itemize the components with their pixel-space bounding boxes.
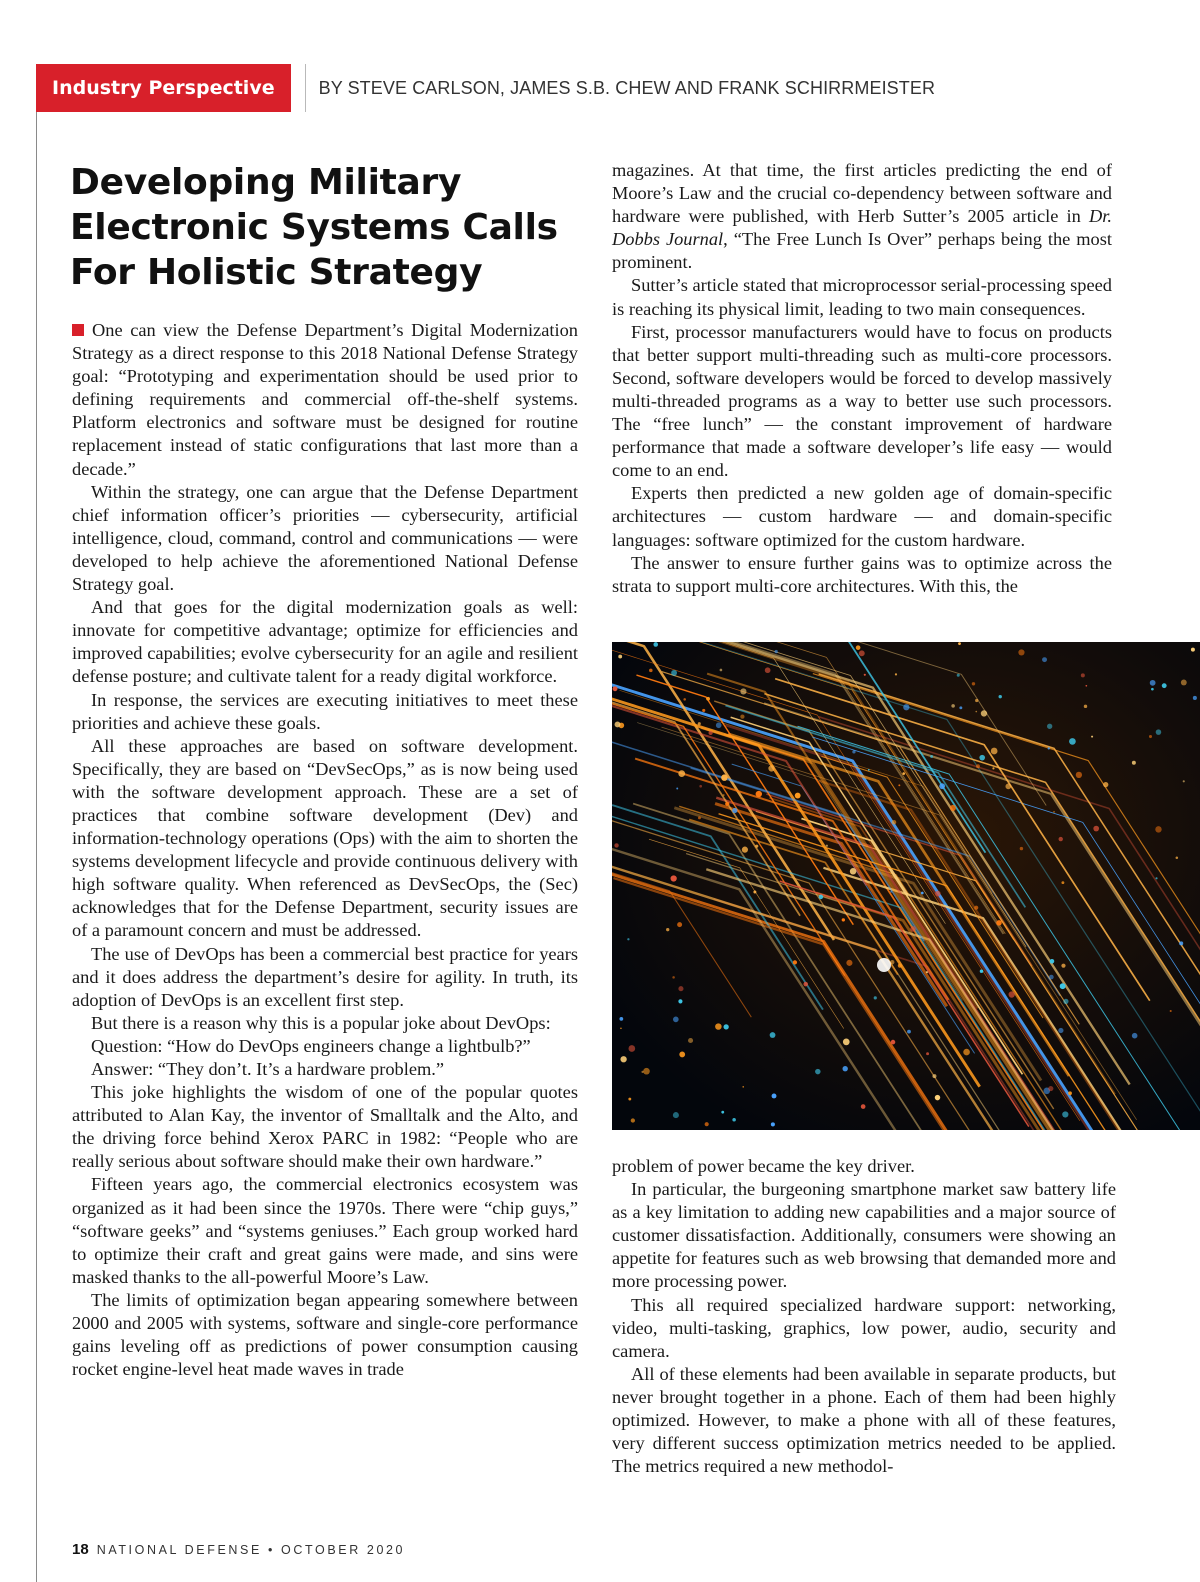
paragraph: This joke highlights the wisdom of one of the popular quotes attributed to Alan Kay, the inventor of Smalltalk and the Alto, and the driving force behind Xerox PARC in 1982: “People who are really serious about software should make their own hardware.” bbox=[72, 1082, 578, 1172]
light-dot bbox=[1149, 735, 1152, 738]
body-column-right-bottom bbox=[612, 1155, 1116, 1478]
article-title: Developing Military Electronic Systems Calls For Holistic Strategy bbox=[70, 162, 558, 293]
light-dot bbox=[643, 1068, 650, 1075]
light-dot bbox=[698, 816, 701, 819]
light-dot bbox=[974, 906, 978, 910]
light-dot bbox=[765, 667, 771, 673]
light-dot bbox=[895, 673, 897, 675]
light-dot bbox=[826, 845, 828, 847]
paragraph: Within the strategy, one can argue that the Defense Department chief information officer’s priorities — cybersecurity, artificial intelligence, cloud, command, control and communications — were developed to help achieve the aforementioned National Defense Strategy goal. bbox=[72, 481, 578, 595]
paragraph: Experts then predicted a new golden age of domain-specific architectures — custom hardware — and domain-specific languages: software optimized for the custom hardware. bbox=[612, 483, 1112, 550]
page-number: 18 bbox=[72, 1541, 89, 1558]
paragraph: problem of power became the key driver. bbox=[612, 1156, 915, 1176]
paragraph: The answer to ensure further gains was to optimize across the strata to support multi-core architectures. With this, the bbox=[612, 552, 1112, 596]
light-dot bbox=[992, 767, 994, 769]
paragraph: All of these elements had been available in separate products, but never brought together in a phone. Each of them had been highly optimized. However, to make a phone with all of these features, very different success optimization metrics needed to be applied. The metrics required a new methodol- bbox=[612, 1363, 1116, 1477]
light-dot bbox=[755, 845, 758, 848]
light-dot bbox=[1042, 657, 1047, 662]
page-header bbox=[36, 64, 935, 112]
light-dot bbox=[1048, 747, 1050, 749]
light-flare bbox=[877, 958, 891, 972]
light-dot bbox=[673, 1112, 679, 1118]
paragraph: In particular, the burgeoning smartphone market saw battery life as a key limitation to adding new capabilities and a major source of customer dissatisfaction. Additionally, consumers were showing an appetite for features such as web browsing that demanded more and more processing power. bbox=[612, 1179, 1116, 1292]
light-dot bbox=[672, 976, 675, 979]
light-dot bbox=[1076, 772, 1082, 778]
light-dot bbox=[740, 715, 744, 719]
light-dot bbox=[926, 971, 928, 973]
light-dot bbox=[774, 650, 777, 653]
light-dot bbox=[740, 688, 746, 694]
light-dot bbox=[910, 926, 916, 932]
light-dot bbox=[716, 722, 722, 728]
light-dot bbox=[627, 938, 629, 940]
paragraph: The limits of optimization began appearing somewhere between 2000 and 2005 with systems, software and single-core performance gains leveling off as predictions of power consumption causing rocket engine-level heat made waves in trade bbox=[72, 1289, 578, 1380]
journal-title: Dr. Dobbs Journal bbox=[612, 206, 1112, 250]
light-dot bbox=[756, 791, 762, 797]
light-dot bbox=[698, 722, 701, 725]
light-dot bbox=[1060, 983, 1066, 989]
light-dot bbox=[975, 699, 978, 702]
light-dot bbox=[1155, 826, 1161, 832]
light-dot bbox=[1062, 1111, 1068, 1117]
light-dot bbox=[846, 960, 852, 966]
light-dot bbox=[843, 1038, 850, 1045]
light-dot bbox=[1091, 736, 1093, 738]
light-dot bbox=[958, 642, 961, 645]
paragraph: And that goes for the digital modernization goals as well: innovate for competitive advantage; optimize for efficiencies and improved capabilities; evolve cybersecurity for an agile and resilient defense posture; and cultivate talent for a ready digital workforce. bbox=[72, 597, 578, 687]
light-dot bbox=[976, 764, 980, 768]
light-dot bbox=[859, 650, 865, 656]
light-dot bbox=[935, 891, 941, 897]
left-margin-rule bbox=[36, 110, 37, 1582]
light-dot bbox=[999, 695, 1002, 698]
light-dot bbox=[628, 1098, 631, 1101]
paragraph-text: , “The Free Lunch Is Over” perhaps being the most prominent. bbox=[612, 229, 1112, 273]
light-dot bbox=[702, 709, 705, 712]
light-dot bbox=[907, 1030, 911, 1034]
light-dot bbox=[815, 1069, 820, 1074]
paragraph-text: magazines. At that time, the first articles predicting the end of Moore’s Law and the crucial co-dependency between software and hardware were published, with Herb Sutter’s 2005 article in bbox=[612, 160, 1112, 227]
body-column-right-top bbox=[612, 159, 1112, 598]
light-dot bbox=[1181, 680, 1187, 686]
light-dot bbox=[1063, 999, 1068, 1004]
light-dot bbox=[932, 1074, 936, 1078]
light-dot bbox=[930, 755, 933, 758]
light-dot bbox=[1053, 811, 1055, 813]
light-dot bbox=[1132, 1033, 1138, 1039]
light-dot bbox=[721, 774, 727, 780]
light-dot bbox=[732, 808, 737, 813]
light-dot bbox=[671, 670, 677, 676]
light-dot bbox=[677, 922, 682, 927]
light-dot bbox=[890, 891, 892, 893]
light-dot bbox=[979, 755, 985, 761]
light-dot bbox=[732, 1118, 736, 1122]
light-dot bbox=[957, 674, 960, 677]
light-dot bbox=[715, 1023, 721, 1029]
light-dot bbox=[819, 895, 823, 899]
start-square-icon bbox=[72, 324, 84, 336]
light-dot bbox=[861, 1104, 866, 1109]
light-dot bbox=[842, 918, 845, 921]
light-dot bbox=[688, 1038, 693, 1043]
light-dot bbox=[742, 847, 748, 853]
light-dot bbox=[699, 785, 702, 788]
light-dot bbox=[926, 1052, 929, 1055]
light-dot bbox=[803, 982, 808, 987]
light-dot bbox=[1061, 964, 1065, 968]
light-dot bbox=[935, 1095, 940, 1100]
light-dot bbox=[866, 831, 868, 833]
paragraph: This all required specialized hardware support: networking, video, multi-tasking, graphics, low power, audio, security and camera. bbox=[612, 1294, 1116, 1361]
light-dot bbox=[678, 999, 682, 1003]
paragraph: Sutter’s article stated that microprocessor serial-processing speed is reaching its physical limit, leading to two main consequences. bbox=[612, 275, 1112, 319]
paragraph: First, processor manufacturers would have to focus on products that better support multi-threading such as multi-core processors. Second, software developers would be forced to develop massively multi-threaded programs as a way to better use such processors. The “free lunch” — the constant improvement of hardware performance that made a software developer’s life easy — would come to an end. bbox=[612, 321, 1112, 481]
light-dot bbox=[720, 669, 723, 672]
section-badge: Industry Perspective bbox=[36, 64, 291, 112]
light-dot bbox=[768, 765, 774, 771]
light-dot bbox=[649, 669, 653, 673]
light-dot bbox=[1193, 696, 1197, 700]
light-dot bbox=[843, 1066, 848, 1071]
light-dot bbox=[1059, 837, 1063, 841]
light-dot bbox=[620, 1027, 622, 1029]
light-dot bbox=[666, 928, 669, 931]
light-dot bbox=[772, 1094, 777, 1099]
light-dot bbox=[1093, 826, 1099, 832]
light-dot bbox=[1049, 975, 1054, 980]
circuit-board-photo bbox=[612, 642, 1200, 1130]
light-dot bbox=[1132, 761, 1136, 765]
light-dot bbox=[1050, 959, 1055, 964]
paragraph: Fifteen years ago, the commercial electronics ecosystem was organized as it had been since the 1970s. There were “chip guys,” “software geeks” and “systems geniuses.” Each group worked hard to optimize their craft and great gains were made, and sins were masked thanks to the all-powerful Moore’s Law. bbox=[72, 1174, 578, 1287]
light-dot bbox=[1162, 683, 1167, 688]
light-dot bbox=[1058, 1028, 1063, 1033]
light-dot bbox=[742, 1086, 744, 1088]
light-dot bbox=[679, 1052, 685, 1058]
paragraph: Question: “How do DevOps engineers change a lightbulb?” bbox=[91, 1035, 531, 1056]
light-dot bbox=[1081, 673, 1085, 677]
light-dot bbox=[850, 868, 857, 875]
light-dot bbox=[1170, 1010, 1172, 1012]
light-dot bbox=[921, 892, 924, 895]
light-dot bbox=[793, 960, 797, 964]
light-dot bbox=[1009, 991, 1015, 997]
light-dot bbox=[1047, 724, 1052, 729]
light-dot bbox=[852, 750, 855, 753]
light-dot bbox=[620, 1056, 626, 1062]
light-dot bbox=[1103, 782, 1108, 787]
light-dot bbox=[723, 794, 725, 796]
light-dot bbox=[939, 783, 945, 789]
light-dot bbox=[1179, 941, 1183, 945]
light-dot bbox=[723, 1024, 728, 1029]
light-dot bbox=[708, 731, 712, 735]
light-dot bbox=[1005, 783, 1011, 789]
light-dot bbox=[676, 788, 678, 790]
light-dot bbox=[678, 986, 683, 991]
light-dot bbox=[1183, 780, 1185, 782]
light-dot bbox=[950, 805, 956, 811]
light-dot bbox=[1068, 1091, 1072, 1095]
paragraph: In response, the services are executing initiatives to meet these priorities and achieve these goals. bbox=[72, 689, 578, 733]
paragraph: The use of DevOps has been a commercial best practice for years and it does address the department’s desire for agility. In truth, its adoption of DevOps is an excellent first step. bbox=[72, 943, 578, 1010]
light-dot bbox=[618, 655, 622, 659]
light-dot bbox=[613, 686, 618, 691]
light-dot bbox=[725, 802, 729, 806]
light-dot bbox=[614, 843, 618, 847]
header-divider bbox=[305, 64, 306, 112]
light-dot bbox=[678, 770, 685, 777]
light-dot bbox=[683, 698, 686, 701]
light-dot bbox=[874, 996, 877, 999]
paragraph: All these approaches are based on software development. Specifically, they are based on “DevSecOps,” as is now being used with the software development approach. These are a set of practices that combine software development (Dev) and information-technology operations (Ops) with the aim to shorten the systems development lifecycle and provide continuous delivery with high software quality. When referenced as DevSecOps, the (Sec) acknowledges that for the Defense Department, security issues are of a paramount concern and must be addressed. bbox=[72, 735, 578, 941]
body-column-left bbox=[72, 319, 578, 1381]
light-dot bbox=[1018, 649, 1024, 655]
light-dot bbox=[673, 1017, 679, 1023]
light-dot bbox=[856, 645, 861, 650]
light-dot bbox=[868, 769, 870, 771]
light-dot bbox=[1150, 680, 1156, 686]
light-dot bbox=[619, 1017, 623, 1021]
light-dot bbox=[1084, 705, 1087, 708]
circuit-illustration bbox=[612, 642, 1200, 1130]
light-dot bbox=[898, 964, 902, 968]
light-dot bbox=[1061, 881, 1064, 884]
light-dot bbox=[721, 1111, 724, 1114]
light-dot bbox=[1020, 847, 1023, 850]
light-dot bbox=[1191, 648, 1195, 652]
publication-line: NATIONAL DEFENSE • OCTOBER 2020 bbox=[96, 1543, 406, 1557]
lead-paragraph bbox=[72, 319, 578, 481]
light-dot bbox=[991, 748, 998, 755]
light-dot bbox=[631, 1118, 635, 1122]
light-dot bbox=[902, 772, 905, 775]
light-dot bbox=[795, 793, 801, 799]
light-dot bbox=[903, 704, 909, 710]
light-dot bbox=[1069, 738, 1076, 745]
page-footer bbox=[72, 1541, 405, 1558]
light-dot bbox=[980, 969, 983, 972]
light-dot bbox=[975, 711, 977, 713]
light-dot bbox=[864, 674, 866, 676]
light-dot bbox=[770, 1032, 776, 1038]
light-dot bbox=[771, 1122, 775, 1126]
byline: BY STEVE CARLSON, JAMES S.B. CHEW AND FRANK SCHIRRMEISTER bbox=[318, 77, 936, 98]
light-dot bbox=[628, 1045, 635, 1052]
light-dot bbox=[892, 820, 897, 825]
paragraph: Answer: “They don’t. It’s a hardware problem.” bbox=[91, 1059, 445, 1079]
light-dot bbox=[972, 682, 975, 685]
light-dot bbox=[705, 1122, 709, 1126]
light-dot bbox=[1156, 729, 1162, 735]
light-dot bbox=[1048, 1086, 1053, 1091]
light-dot bbox=[1176, 857, 1179, 860]
light-dot bbox=[963, 1049, 970, 1056]
light-dot bbox=[1151, 688, 1154, 691]
light-dot bbox=[653, 642, 658, 647]
light-dot bbox=[891, 1040, 896, 1045]
light-dot bbox=[898, 784, 900, 786]
light-dot bbox=[951, 704, 955, 708]
light-dot bbox=[981, 710, 987, 716]
paragraph: But there is a reason why this is a popular joke about DevOps: bbox=[91, 1012, 551, 1033]
paragraph bbox=[612, 159, 1112, 274]
light-dot bbox=[615, 722, 621, 728]
light-dot bbox=[1155, 877, 1157, 879]
light-dot bbox=[671, 875, 677, 881]
light-dot bbox=[706, 697, 710, 701]
light-dot bbox=[996, 920, 1002, 926]
light-dot bbox=[1085, 685, 1087, 687]
paragraph-text: One can view the Defense Department’s Digital Modernization Strategy as a direct response to this 2018 National Defense Strategy goal: “Prototyping and experimentation should be used prior to defining requirements and commercial off-the-shelf systems. Platform electronics and software must be designed for routine replacement instead of static configurations that last more than a decade.” bbox=[72, 320, 578, 479]
light-dot bbox=[753, 890, 756, 893]
light-dot bbox=[959, 706, 962, 709]
